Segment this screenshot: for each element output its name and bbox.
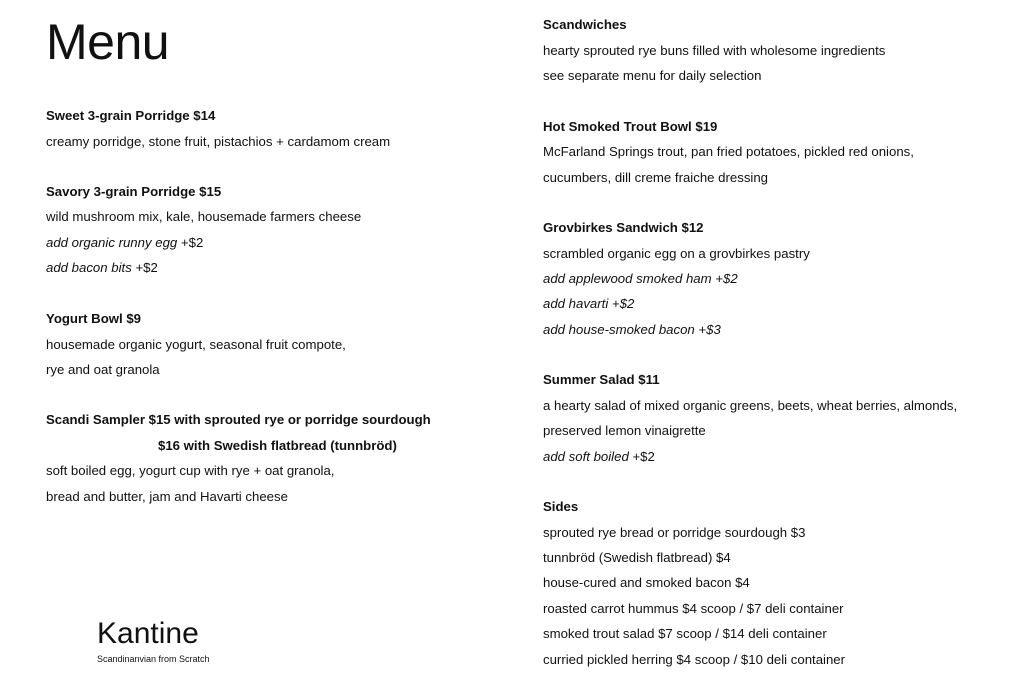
item-desc: housemade organic yogurt, seasonal fruit compote, [46, 337, 346, 352]
item-name-scandwiches: Scandwiches [543, 17, 627, 32]
side-item: sprouted rye bread or porridge sourdough $3 [543, 525, 806, 540]
item-desc: McFarland Springs trout, pan fried potatoes, pickled red onions, [543, 144, 914, 159]
item-addon [46, 260, 158, 276]
item-name-trout-bowl: Hot Smoked Trout Bowl $19 [543, 119, 718, 134]
item-name-yogurt-bowl: Yogurt Bowl $9 [46, 311, 142, 326]
item-desc: rye and oat granola [46, 362, 160, 377]
item-name-summer-salad: Summer Salad $11 [543, 372, 660, 387]
side-item: curried pickled herring $4 scoop / $10 deli container [543, 652, 846, 667]
item-addon [543, 449, 655, 465]
item-desc: scrambled organic egg on a grovbirkes pastry [543, 246, 810, 261]
item-addon: add havarti +$2 [543, 296, 635, 311]
brand-name: Kantine [97, 617, 199, 650]
brand-tagline: Scandinanvian from Scratch [97, 654, 210, 664]
item-name-savory-porridge: Savory 3-grain Porridge $15 [46, 184, 222, 199]
addon-label: add bacon bits [46, 260, 132, 275]
item-desc: see separate menu for daily selection [543, 68, 762, 83]
side-item: smoked trout salad $7 scoop / $14 deli container [543, 626, 827, 641]
item-desc: bread and butter, jam and Havarti cheese [46, 489, 288, 504]
page-title: Menu [46, 14, 170, 70]
item-desc: wild mushroom mix, kale, housemade farmers cheese [46, 209, 362, 224]
item-desc: soft boiled egg, yogurt cup with rye + oat granola, [46, 463, 335, 478]
item-addon: add house-smoked bacon +$3 [543, 322, 721, 337]
item-name-grovbirkes: Grovbirkes Sandwich $12 [543, 220, 704, 235]
item-addon: add applewood smoked ham +$2 [543, 271, 738, 286]
side-item: house-cured and smoked bacon $4 [543, 575, 750, 590]
brand-logo [97, 617, 210, 665]
addon-label: add soft boiled [543, 449, 629, 464]
item-desc: a hearty salad of mixed organic greens, beets, wheat berries, almonds, [543, 398, 958, 413]
item-desc: preserved lemon vinaigrette [543, 423, 706, 438]
item-price-alt: $16 with Swedish flatbread (tunnbröd) [158, 438, 397, 453]
addon-price: +$2 [131, 260, 158, 275]
item-name-sweet-porridge: Sweet 3-grain Porridge $14 [46, 108, 216, 123]
item-desc: cucumbers, dill creme fraiche dressing [543, 170, 769, 185]
addon-label: add organic runny egg [46, 235, 178, 250]
addon-price: +$2 [628, 449, 655, 464]
item-desc: creamy porridge, stone fruit, pistachios + cardamom cream [46, 134, 391, 149]
item-addon [46, 235, 203, 251]
side-item: tunnbröd (Swedish flatbread) $4 [543, 550, 731, 565]
addon-price: +$2 [177, 235, 204, 250]
item-name-scandi-sampler: Scandi Sampler $15 with sprouted rye or porridge sourdough [46, 412, 431, 427]
item-desc: hearty sprouted rye buns filled with wholesome ingredients [543, 43, 886, 58]
section-title-sides: Sides [543, 499, 579, 514]
side-item: roasted carrot hummus $4 scoop / $7 deli container [543, 601, 844, 616]
